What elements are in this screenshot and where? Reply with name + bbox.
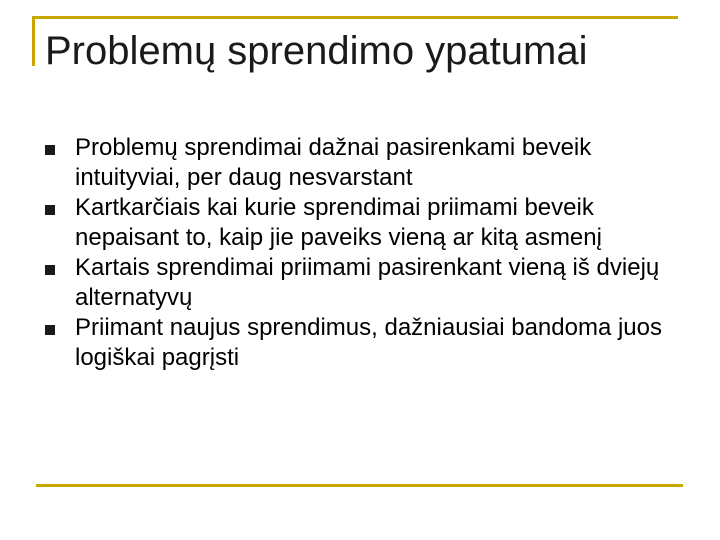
square-bullet-icon <box>45 205 55 215</box>
bullet-text: Problemų sprendimai dažnai pasirenkami beveik intuityviai, per daug nesvarstant <box>75 134 592 191</box>
bullet-item <box>45 313 685 373</box>
bullet-item <box>45 193 685 253</box>
square-bullet-icon <box>45 145 55 155</box>
title-frame-top-line <box>32 16 678 19</box>
bullet-item <box>45 253 685 313</box>
square-bullet-icon <box>45 325 55 335</box>
title-frame-left-line <box>32 16 35 66</box>
square-bullet-icon <box>45 265 55 275</box>
slide-title: Problemų sprendimo ypatumai <box>45 29 588 73</box>
bullet-list <box>45 133 685 373</box>
bullet-text: Kartais sprendimai priimami pasirenkant vieną iš dviejų alternatyvų <box>75 254 660 311</box>
bullet-text: Priimant naujus sprendimus, dažniausiai bandoma juos logiškai pagrįsti <box>75 314 662 371</box>
bottom-divider-line <box>36 484 683 487</box>
bullet-text: Kartkarčiais kai kurie sprendimai priimami beveik nepaisant to, kaip jie paveiks vieną ar kitą asmenį <box>75 194 602 251</box>
bullet-item <box>45 133 685 193</box>
